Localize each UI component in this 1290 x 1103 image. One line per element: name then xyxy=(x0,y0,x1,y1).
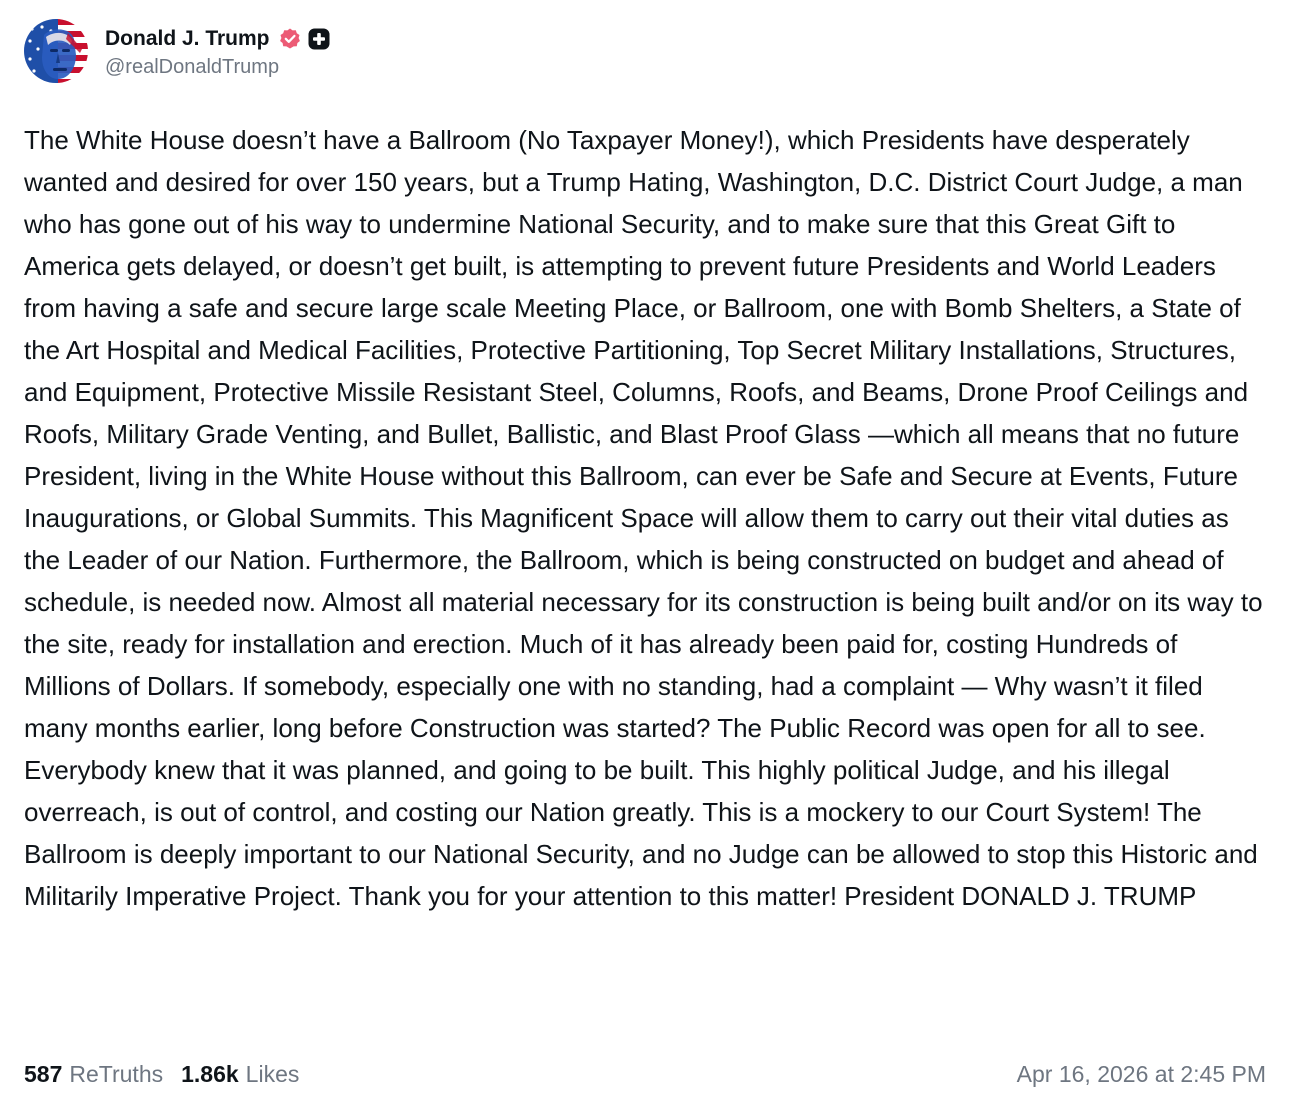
retruths-stat[interactable] xyxy=(24,1061,163,1088)
author-display-name[interactable]: Donald J. Trump xyxy=(105,26,270,50)
avatar-image xyxy=(24,19,88,83)
likes-stat[interactable] xyxy=(181,1061,299,1088)
plus-badge-icon xyxy=(308,28,330,50)
author-identity xyxy=(105,24,330,79)
avatar[interactable] xyxy=(24,19,88,83)
name-row xyxy=(105,24,330,54)
likes-label: Likes xyxy=(245,1060,300,1087)
retruths-count: 587 xyxy=(24,1060,63,1087)
post-timestamp[interactable]: Apr 16, 2026 at 2:45 PM xyxy=(1016,1060,1266,1087)
post-header xyxy=(24,18,330,84)
post-text: The White House doesn’t have a Ballroom (No Taxpayer Money!), which Presidents have desperately wanted and desired for over 150 years, but a Trump Hating, Washington, D.C. District Court Judge, a man who has gone out of his way to undermine National Security, and to make sure that this Great Gift to America gets delayed, or doesn’t get built, is attempting to prevent future Presidents and World Leaders from having a safe and secure large scale Meeting Place, or Ballroom, one with Bomb Shelters, a State of the Art Hospital and Medical Facilities, Protective Partitioning, Top Secret Military Installations, Structures, and Equipment, Protective Missile Resistant Steel, Columns, Roofs, and Beams, Drone Proof Ceilings and Roofs, Military Grade Venting, and Bullet, Ballistic, and Blast Proof Glass —which all means that no future President, living in the White House without this Ballroom, can ever be Safe and Secure at Events, Future Inaugurations, or Global Summits. This Magnificent Space will allow them to carry out their vital duties as the Leader of our Nation. Furthermore, the Ballroom, which is being constructed on budget and ahead of schedule, is needed now. Almost all material necessary for its construction is being built and/or on its way to the site, ready for installation and erection. Much of it has already been paid for, costing Hundreds of Millions of Dollars. If somebody, especially one with no standing, had a complaint — Why wasn’t it filed many months earlier, long before Construction was started? The Public Record was open for all to see. Everybody knew that it was planned, and going to be built. This highly political Judge, and his illegal overreach, is out of control, and costing our Nation greatly. This is a mockery to our Court System! The Ballroom is deeply important to our National Security, and no Judge can be allowed to stop this Historic and Militarily Imperative Project. Thank you for your attention to this matter! President DONALD J. TRUMP xyxy=(24,125,1270,911)
retruths-label: ReTruths xyxy=(69,1060,164,1087)
verified-badge-icon xyxy=(278,27,302,51)
post-footer xyxy=(24,1056,1266,1092)
author-handle[interactable]: @realDonaldTrump xyxy=(105,55,280,78)
likes-count: 1.86k xyxy=(181,1060,239,1087)
